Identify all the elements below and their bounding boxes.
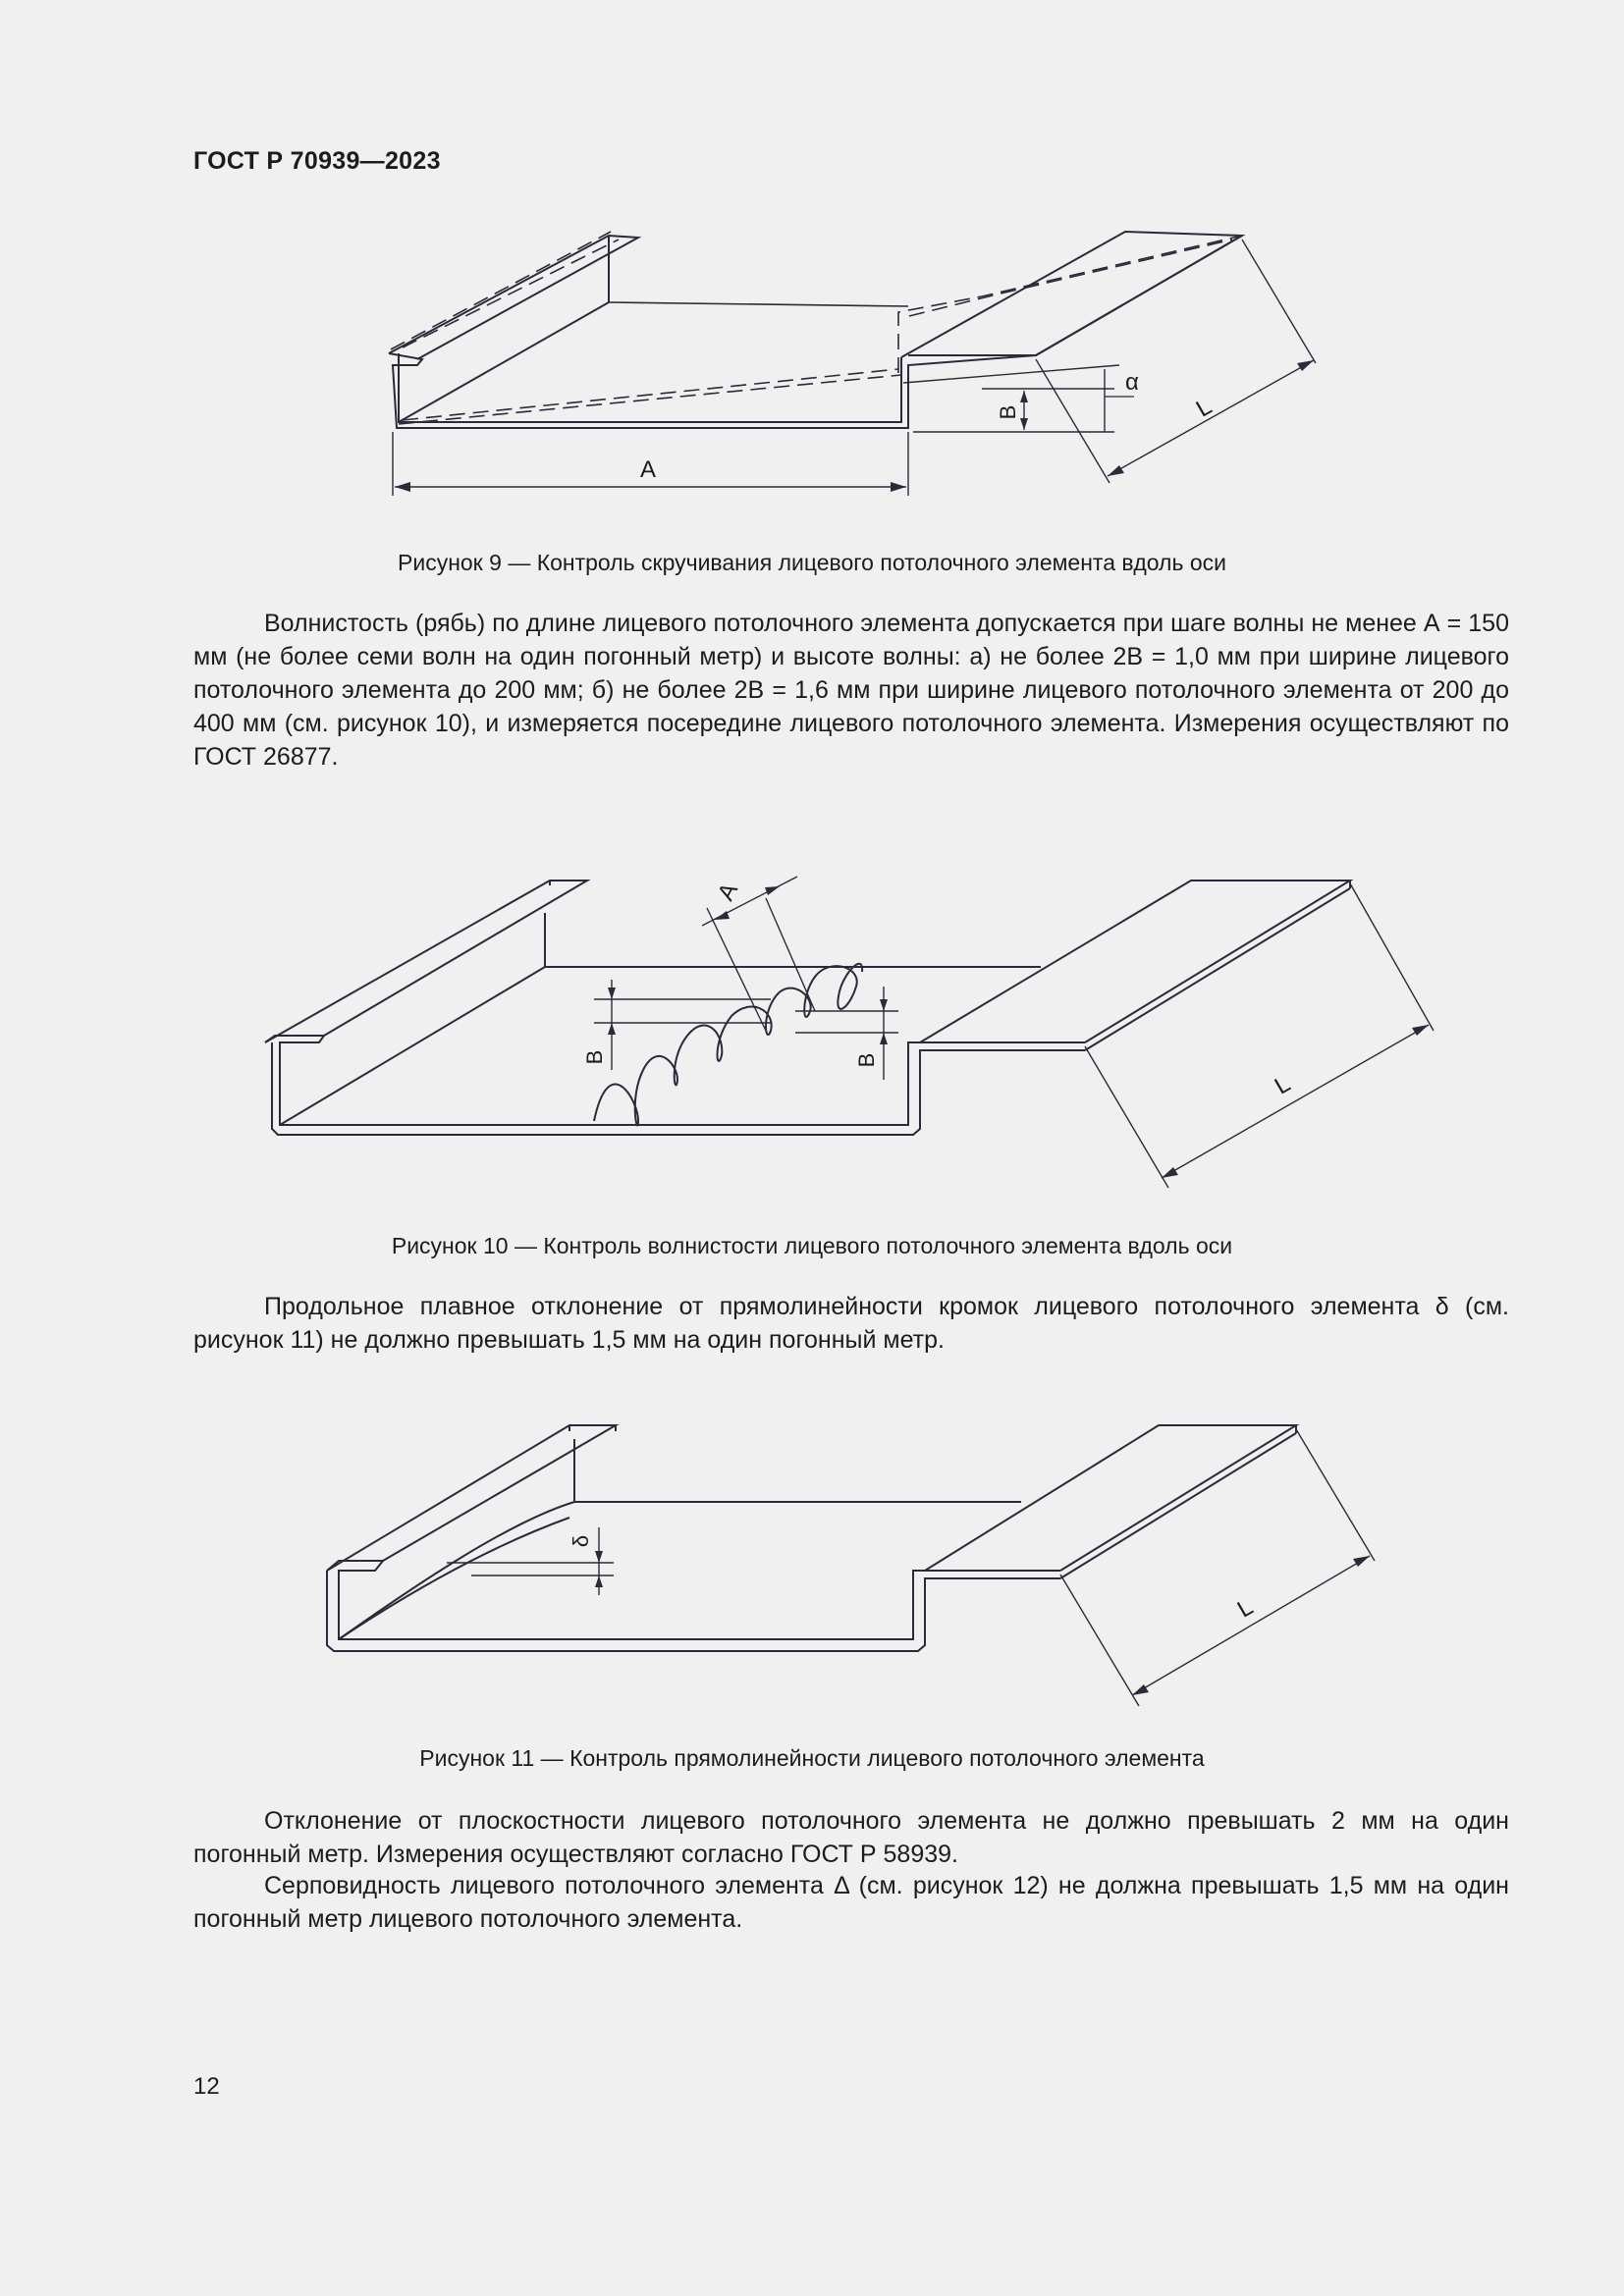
fig11-label-l: L	[1232, 1593, 1258, 1624]
figure-10-drawing	[0, 864, 1624, 1198]
fig9-label-b: B	[996, 404, 1020, 420]
fig9-label-l: L	[1191, 393, 1217, 423]
fig9-left-flange	[389, 236, 638, 359]
fig10-label-b1: B	[582, 1049, 607, 1065]
fig10-label-a: A	[712, 879, 744, 905]
fig11-right-flange	[925, 1425, 1296, 1571]
fig10-label-l: L	[1270, 1070, 1295, 1100]
figure-11-drawing	[0, 1404, 1624, 1708]
fig9-right-flange	[901, 232, 1242, 357]
paragraph-straightness: Продольное плавное отклонение от прямолинейности кромок лицевого потолочного элемента δ (см. рисунок 11) не должно превышать 1,5 мм на один погонный метр.	[193, 1293, 1509, 1354]
fig9-label-a: A	[639, 456, 657, 483]
fig9-profile-outline	[389, 353, 1036, 428]
fig9-dashed-twist	[391, 232, 1242, 424]
figure-9-caption: Рисунок 9 — Контроль скручивания лицевого потолочного элемента вдоль оси	[398, 550, 1226, 575]
paragraph-flatness: Отклонение от плоскостности лицевого потолочного элемента не должно превышать 2 мм на один погонный метр. Измерения осуществляют согласно ГОСТ Р 58939.	[193, 1807, 1509, 1868]
fig10-label-b2: B	[854, 1052, 879, 1068]
fig10-left-flange	[265, 881, 587, 1042]
document-header: ГОСТ Р 70939—2023	[193, 147, 441, 175]
fig11-dim-l-line	[1132, 1556, 1370, 1695]
figure-10-caption: Рисунок 10 — Контроль волнистости лицевого потолочного элемента вдоль оси	[391, 1233, 1233, 1258]
fig10-wave	[594, 964, 862, 1126]
figure-9-drawing	[0, 216, 1624, 510]
fig10-dim-l-line	[1162, 1025, 1429, 1178]
fig10-right-flange	[920, 881, 1350, 1042]
fig9-label-alpha: α	[1125, 369, 1139, 396]
fig9-profile-inner	[399, 353, 901, 422]
fig11-left-flange	[327, 1425, 616, 1571]
fig11-label-delta: δ	[568, 1534, 593, 1548]
paragraph-waviness: Волнистость (рябь) по длине лицевого потолочного элемента допускается при шаге волны не менее А = 150 мм (не более семи волн на один погонный метр) и высоте волны: а) не более 2В = 1,0 мм при ширине лицевого потолочного элемента до 200 мм; б) не более 2В = 1,6 мм при ширине лицевого потолочного элемента от 200 до 400 мм (см. рисунок 10), и измеряется посередине лицевого потолочного элемента. Измерения осуществляют по ГОСТ 26877.	[193, 610, 1509, 771]
paragraph-camber: Серповидность лицевого потолочного элемента Δ (см. рисунок 12) не должна превышать 1,5 мм на один погонный метр лицевого потолочного элемента.	[193, 1872, 1509, 1933]
page-number: 12	[193, 2073, 220, 2100]
figure-11-caption: Рисунок 11 — Контроль прямолинейности лицевого потолочного элемента	[419, 1745, 1205, 1771]
